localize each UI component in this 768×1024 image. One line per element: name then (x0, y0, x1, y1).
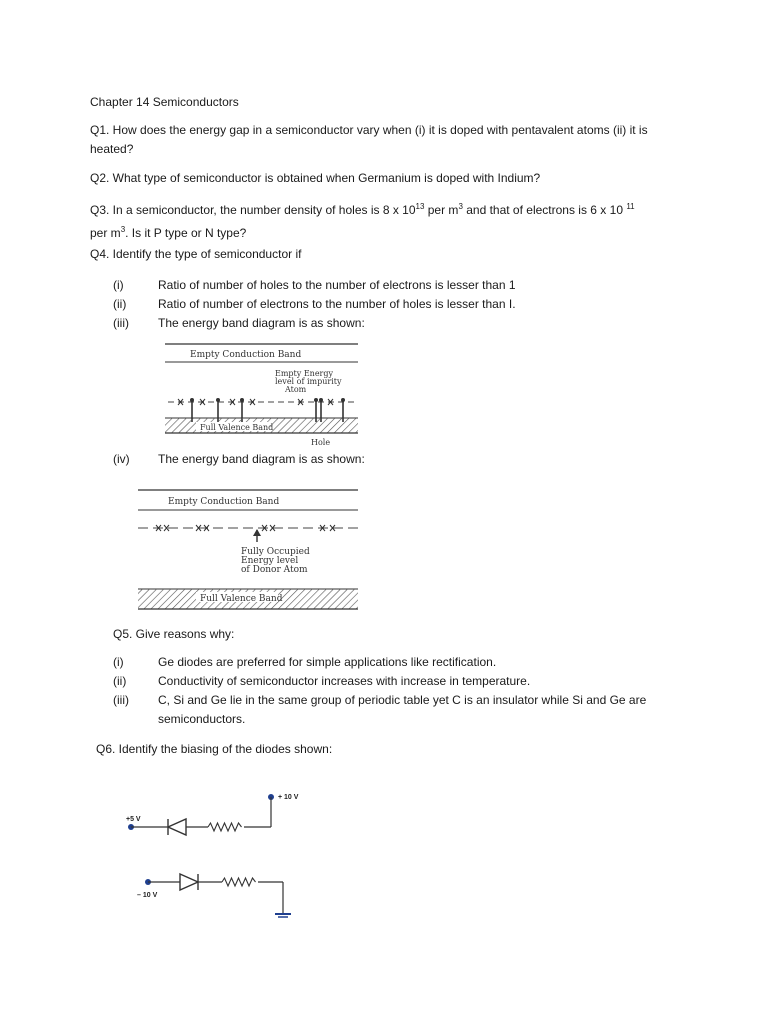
question-5-title: Q5. Give reasons why: (113, 627, 235, 641)
donor-label-line3: of Donor Atom (241, 565, 308, 575)
diode-reverse (168, 819, 186, 835)
conduction-band-label: Empty Conduction Band (168, 497, 280, 507)
q5-item-num: (ii) (113, 674, 127, 688)
q5-item-text: Conductivity of semiconductor increases with increase in temperature. (158, 674, 531, 688)
q4-item-text: The energy band diagram is as shown: (158, 452, 365, 466)
valence-band-label: Full Valence Band (200, 423, 274, 432)
q5-item-text: C, Si and Ge lie in the same group of periodic table yet C is an insulator while Si and Ge are semiconductors. (158, 693, 647, 726)
q4-item-num: (i) (113, 278, 124, 292)
q4-item-text: Ratio of number of electrons to the number of holes is lesser than I. (158, 297, 516, 311)
q3-text-d: per m (90, 226, 121, 240)
question-2: Q2. What type of semiconductor is obtained when Germanium is doped with Indium? (90, 171, 541, 185)
q3-exp-3: 11 (626, 202, 635, 211)
q3-exp-1: 13 (415, 202, 425, 211)
q3-exp-2: 3 (458, 202, 463, 211)
question-4-title: Q4. Identify the type of semiconductor if (90, 247, 302, 261)
q5-item-text: Ge diodes are preferred for simple applications like rectification. (158, 655, 497, 669)
q3-text-a: Q3. In a semiconductor, the number density of holes is 8 x 10 (90, 203, 416, 217)
q3-text-c: and that of electrons is 6 x 10 (462, 203, 627, 217)
conduction-band-label: Empty Conduction Band (190, 350, 302, 360)
impurity-label-line1: Empty Energy (275, 369, 334, 378)
impurity-label-line2: level of impurity (275, 377, 342, 386)
donor-label (241, 547, 313, 575)
valence-band-label: Full Valence Band (200, 594, 283, 604)
resistor (208, 823, 242, 831)
q5-item-num: (iii) (113, 693, 129, 707)
circuit1-right-voltage: + 10 V (278, 794, 299, 801)
question-3 (90, 197, 690, 243)
hole-label: Hole (311, 438, 331, 447)
q4-item-text: The energy band diagram is as shown: (158, 316, 365, 330)
band-diagram-acceptor (160, 338, 370, 450)
diode-circuit-2 (130, 866, 300, 926)
impurity-label (275, 369, 344, 394)
circuit1-left-voltage: +5 V (126, 816, 141, 823)
q4-item-num: (iii) (113, 316, 129, 330)
question-6-title: Q6. Identify the biasing of the diodes shown: (96, 742, 333, 756)
diode-forward (180, 874, 198, 890)
question-1: Q1. How does the energy gap in a semiconductor vary when (i) it is doped with pentavalent atoms (ii) it is heated? (90, 123, 648, 156)
q5-item-num: (i) (113, 655, 124, 669)
diode-circuit-1 (120, 786, 320, 846)
impurity-label-line3: Atom (285, 385, 307, 394)
circuit2-left-voltage: – 10 V (137, 892, 158, 899)
q3-exp-4: 3 (120, 225, 126, 234)
q4-item-num: (iv) (113, 452, 130, 466)
resistor (222, 878, 256, 886)
q3-text-e: . Is it P type or N type? (125, 226, 247, 240)
donor-label-line2: Energy level (241, 556, 299, 566)
q4-item-text: Ratio of number of holes to the number of electrons is lesser than 1 (158, 278, 516, 292)
chapter-title: Chapter 14 Semiconductors (90, 95, 239, 109)
electron-dots (190, 398, 345, 402)
q3-text-b: per m (424, 203, 459, 217)
q4-item-num: (ii) (113, 297, 127, 311)
ground-symbol (275, 914, 291, 917)
donor-label-line1: Fully Occupied (241, 547, 310, 557)
band-diagram-donor (134, 484, 364, 616)
